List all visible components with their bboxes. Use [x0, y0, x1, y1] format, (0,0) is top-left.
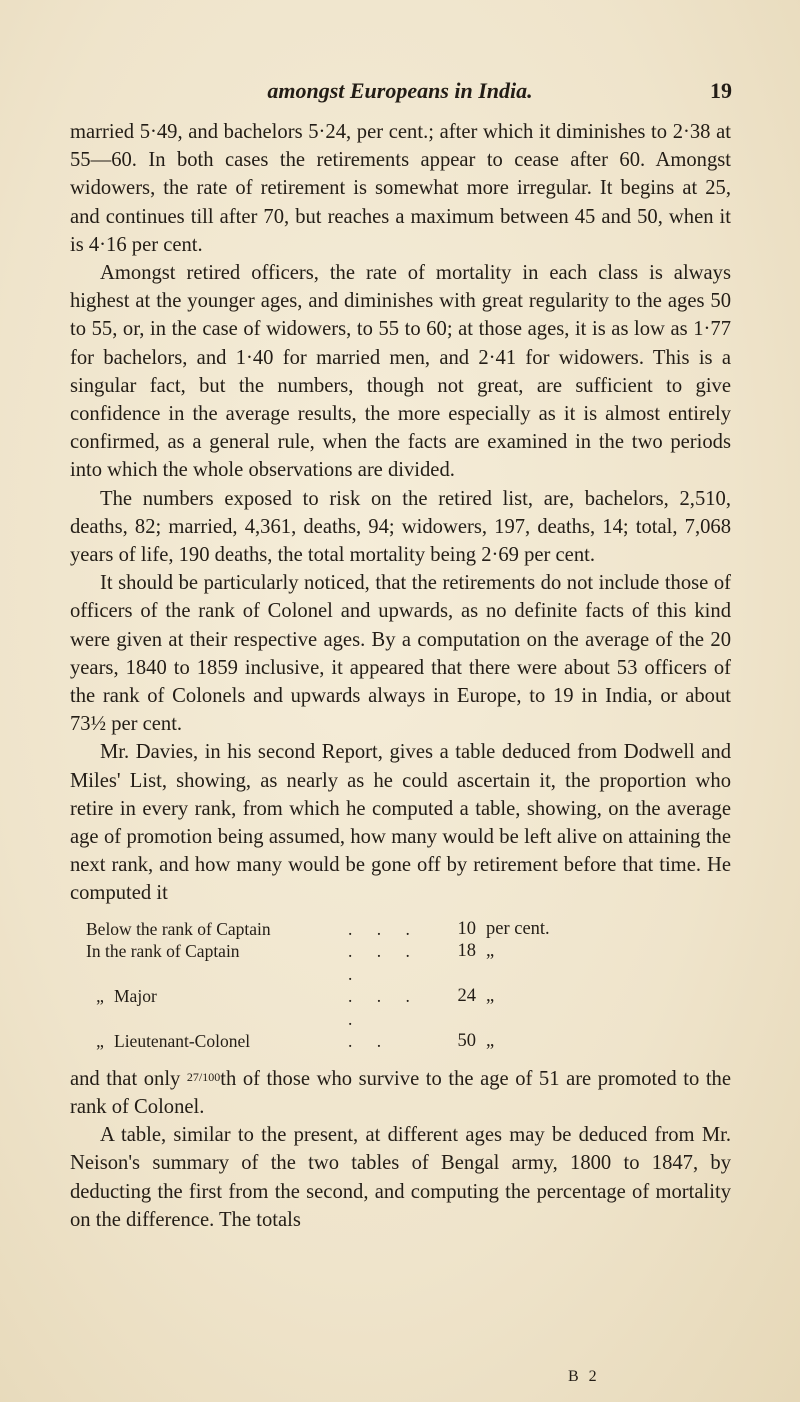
signature-mark: B 2 [568, 1368, 600, 1385]
rank-label: In the rank of Captain [86, 941, 240, 962]
rank-unit: „ [486, 941, 495, 962]
body-text [70, 118, 731, 1234]
table-row [86, 940, 731, 985]
leader-dots: . . . . [348, 986, 420, 1029]
rank-percent: 10 [457, 918, 476, 939]
rank-percent: 18 [457, 941, 476, 962]
ditto-mark: „ [96, 986, 104, 1007]
page-header [70, 78, 730, 108]
table-row [86, 985, 731, 1030]
rank-label: Below the rank of Captain [86, 918, 271, 939]
paragraph: Mr. Davies, in his second Report, gives a table deduced from Dodwell and Miles' List, showing, as nearly as he could ascertain it, the proportion who retire in every rank, from which he computed a table, showing, on the average age of promotion being assumed, how many would be left alive on attaining the next rank, and how many would be gone off by retirement before that time. He computed it [70, 741, 731, 905]
rank-unit: „ [486, 1031, 495, 1052]
ditto-mark: „ [96, 1031, 104, 1052]
page-number: 19 [710, 78, 732, 103]
paragraph [70, 1063, 731, 1121]
rank-unit: „ [486, 986, 495, 1007]
rank-percent: 24 [457, 986, 476, 1007]
paragraph: married 5·49, and bachelors 5·24, per cent.; after which it diminishes to 2·38 at 55—60. In both cases the retirements appear to cease after 60. Amongst widowers, the rate of retirement is somewhat more irregular. It begins at 25, and continues till after 70, but reaches a maximum between 45 and 50, when it is 4·16 per cent. [70, 121, 731, 256]
leader-dots: . . . . [348, 941, 420, 984]
paragraph: A table, similar to the present, at different ages may be deduced from Mr. Neison's summary of the two tables of Bengal army, 1800 to 1847, by deducting the first from the second, and computing the percentage of mortality on the difference. The totals [70, 1124, 731, 1231]
rank-unit: per cent. [486, 918, 550, 939]
running-title: amongst Europeans in India. [267, 78, 533, 103]
table-row [86, 1030, 731, 1053]
text-run: th of those who survive to the age of 51 are promoted to the rank of Colonel. [70, 1067, 731, 1118]
paragraph: Amongst retired officers, the rate of mortality in each class is always highest at the younger ages, and diminishes with great regularity to the ages 50 to 55, or, in the case of widowers, to 55 to 60; at those ages, it is as low as 1·77 for bachelors, and 1·40 for married men, and 2·41 for widowers. This is a singular fact, but the numbers, though not great, are sufficient to give confidence in the average results, the more especially as it is almost entirely confirmed, as a general rule, when the facts are examined in the two periods into which the whole observations are divided. [70, 262, 731, 482]
text-run: and that only [70, 1067, 187, 1090]
fraction: 27/100 [186, 1069, 221, 1084]
leader-dots: . . [348, 1031, 392, 1052]
retirement-rank-table [86, 918, 731, 1053]
rank-label: Major [114, 986, 157, 1007]
table-row [86, 918, 731, 941]
paragraph: It should be particularly noticed, that the retirements do not include those of officers of the rank of Colonel and upwards, as no definite facts of this kind were given at their respective ages. By a computation on the average of the 20 years, 1840 to 1859 inclusive, it appeared that there were about 53 officers of the rank of Colonels and upwards always in Europe, to 19 in India, or about 73½ per cent. [70, 572, 731, 736]
paragraph: The numbers exposed to risk on the retired list, are, bachelors, 2,510, deaths, 82; married, 4,361, deaths, 94; widowers, 197, deaths, 14; total, 7,068 years of life, 190 deaths, the total mortality being 2·69 per cent. [70, 487, 731, 567]
rank-percent: 50 [457, 1031, 476, 1052]
leader-dots: . . . [348, 918, 420, 939]
rank-label: Lieutenant-Colonel [114, 1031, 251, 1052]
